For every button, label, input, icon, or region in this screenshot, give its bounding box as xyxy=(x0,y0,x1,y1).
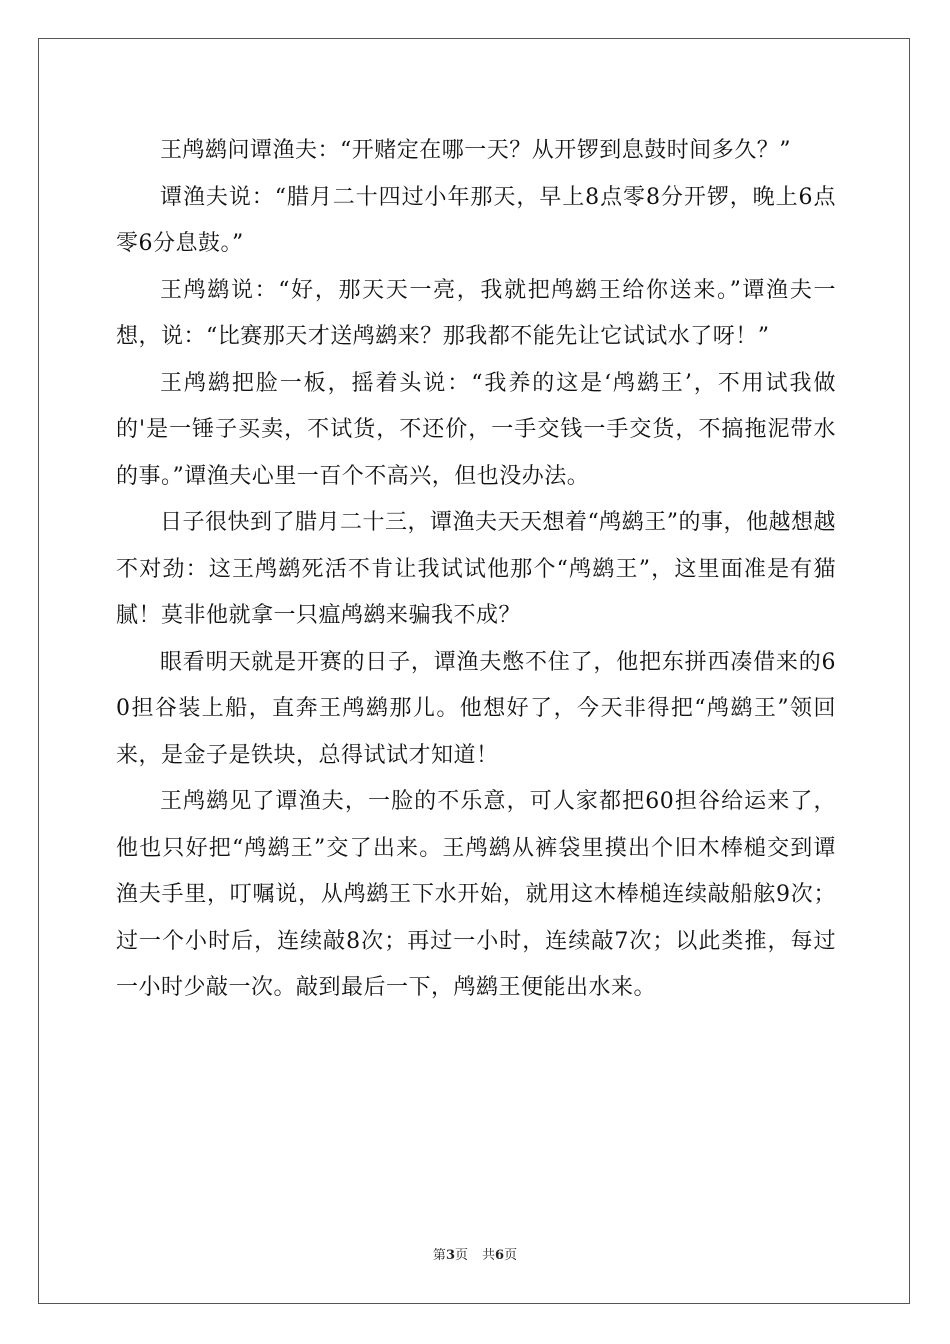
paragraph: 王鸬鹚把脸一板，摇着头说：“我养的这是‘鸬鹚王’，不用试我做的'是一锤子买卖，不试货，不还价，一手交钱一手交货，不搞拖泥带水的事。”谭渔夫心里一百个不高兴，但也没办法。 xyxy=(116,370,836,489)
paragraph: 眼看明天就是开赛的日子，谭渔夫憋不住了，他把东拼西凑借来的60担谷装上船，直奔王鸬鹚那儿。他想好了，今天非得把“鸬鹚王”领回来，是金子是铁块，总得试试才知道！ xyxy=(116,649,836,768)
total-pages-number: 6 xyxy=(495,1248,505,1263)
paragraph: 谭渔夫说：“腊月二十四过小年那天，早上8点零8分开锣，晚上6点零6分息鼓。” xyxy=(116,184,836,256)
document-body xyxy=(116,128,836,1012)
total-pages-suffix: 页 xyxy=(504,1248,518,1263)
page-number-prefix: 第 xyxy=(432,1248,446,1263)
total-pages-prefix: 共 xyxy=(482,1248,496,1263)
paragraph: 王鸬鹚见了谭渔夫，一脸的不乐意，可人家都把60担谷给运来了，他也只好把“鸬鹚王”交了出来。王鸬鹚从裤袋里摸出个旧木棒槌交到谭渔夫手里，叮嘱说，从鸬鹚王下水开始，就用这木棒槌连续敲船舷9次；过一个小时后，连续敲8次；再过一小时，连续敲7次；以此类推，每过一小时少敲一次。敲到最后一下，鸬鹚王便能出水来。 xyxy=(116,789,836,1000)
paragraph: 王鸬鹚问谭渔夫：“开赌定在哪一天？从开锣到息鼓时间多久？” xyxy=(160,138,791,163)
page-footer xyxy=(0,1244,950,1263)
paragraph: 日子很快到了腊月二十三，谭渔夫天天想着“鸬鹚王”的事，他越想越不对劲：这王鸬鹚死活不肯让我试试他那个“鸬鹚王”，这里面准是有猫腻！莫非他就拿一只瘟鸬鹚来骗我不成？ xyxy=(116,510,836,628)
page-number-suffix: 页 xyxy=(454,1248,468,1263)
current-page-number: 3 xyxy=(445,1248,455,1263)
paragraph: 王鸬鹚说：“好，那天天一亮，我就把鸬鹚王给你送来。”谭渔夫一想，说：“比赛那天才送鸬鹚来？那我都不能先让它试试水了呀！” xyxy=(116,277,836,349)
